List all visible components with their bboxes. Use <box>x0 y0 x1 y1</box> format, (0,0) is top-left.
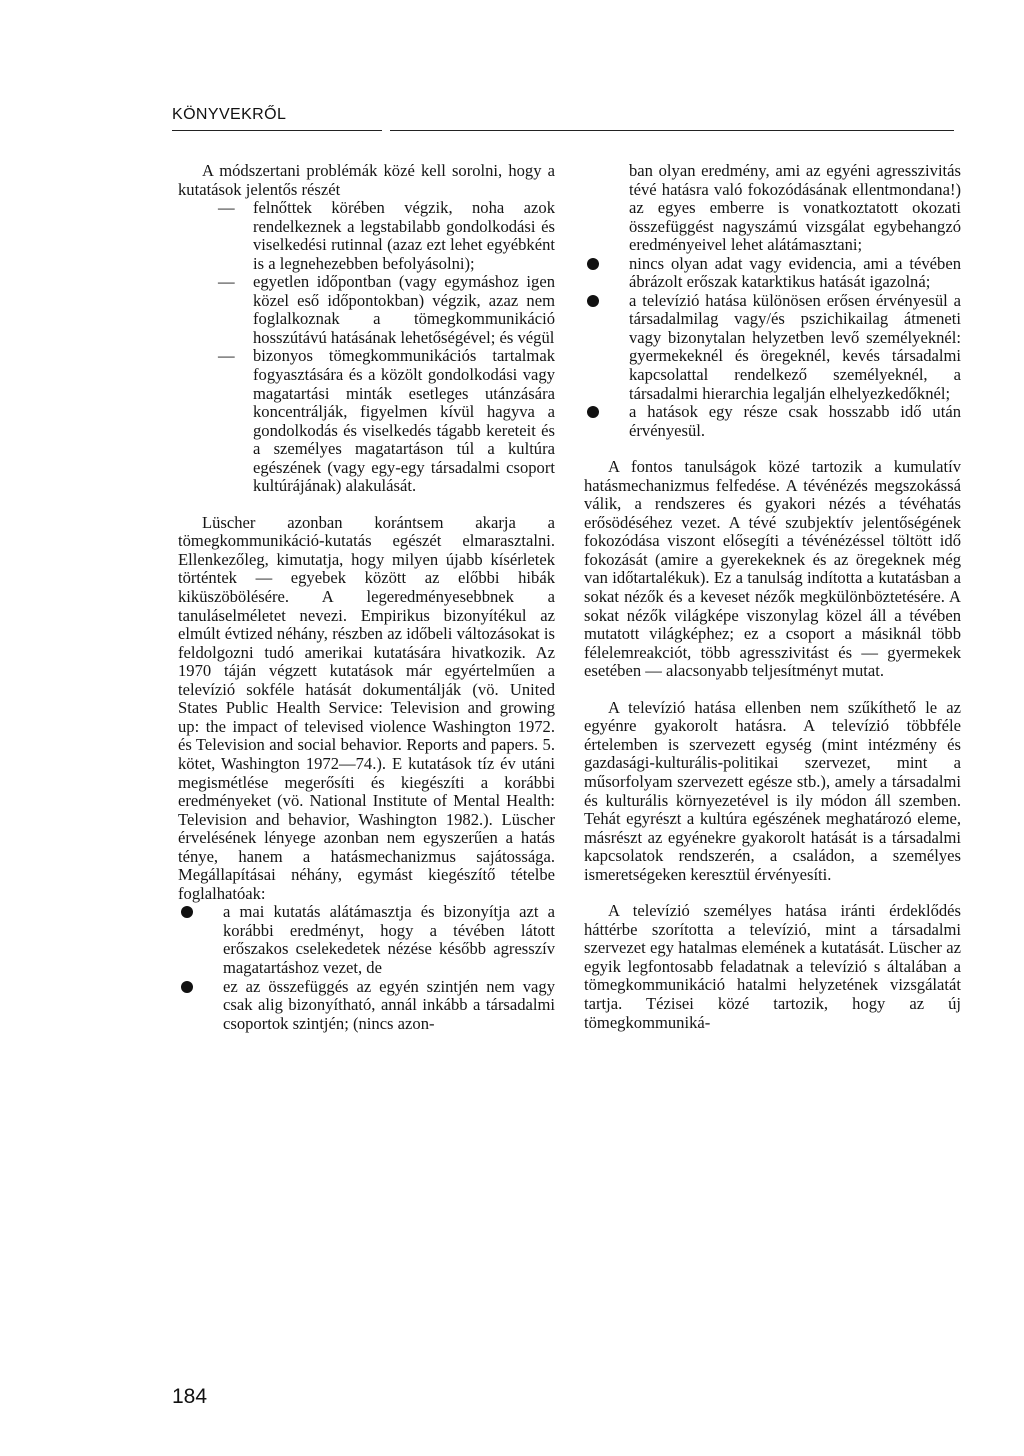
bullet-dot-icon <box>587 258 599 270</box>
dash-marker: — <box>218 272 235 292</box>
dash-list-item <box>178 273 555 347</box>
bullet-list-item <box>178 978 555 1034</box>
bullet-dot-icon <box>181 906 193 918</box>
bullet-dot-icon <box>181 981 193 993</box>
bullet-list-item <box>584 255 961 292</box>
dash-item-text: egyetlen időpontban (vagy egymáshoz igen közel eső időpontokban) végzik, azaz nem foglalkoznak a tömegkommunikáció hosszútávú hatásának lehetőségével; és végül <box>253 272 555 347</box>
bullet-item-text: a hatások egy része csak hosszabb idő után érvényesül. <box>629 402 961 440</box>
bullet-dot-icon <box>587 295 599 307</box>
intro-paragraph: A módszertani problémák közé kell sorolni, hogy a kutatások jelentős részét <box>178 161 555 199</box>
bullet-item-text: ez az összefüggés az egyén szintjén nem vagy csak alig bizonyítható, annál inkább a társadalmi csoportok szintjén; (nincs azon- <box>223 976 555 1033</box>
bullet-list-item <box>584 292 961 403</box>
body-paragraph: A fontos tanulságok közé tartozik a kumulatív hatásmechanizmus felfedése. A tévénézés megszokássá válik, a rendszeres és gyakori nézés a tévéhatás erősödéséhez vezet. A tévé szubjektív jelentőségének fokozódása viszont elősegíti a tévénézéssel töltött idő fokozását (amire a gyerekeknek és az öregeknek még van időtartalékuk). Ez a tanulság indította a kutatásban a sokat nézők és a keveset nézők megkülönböztetésére. A sokat nézők világképe viszonylag közel áll a tévében mutatott világképhez; ez a csoport a másiknál több félelemreakciót, több agresszivitást és — gyermekek esetében — alacsonyabb teljesítményt mutat. <box>584 457 961 681</box>
right-column <box>584 162 961 1032</box>
header-rule-right <box>390 130 954 131</box>
dash-marker: — <box>218 346 235 366</box>
body-paragraph: A televízió személyes hatása iránti érdeklődés háttérbe szorította a televízió, mint a társadalmi szervezet egy hatalmas elemének a kutatását. Lüscher az egyik legfontosabb feladatnak a televízió s általában a tömegkommunikáció hatalmi helyzetének vizsgálatát tartja. Tézisei közé tartozik, hogy az új tömegkommuniká- <box>584 901 961 1032</box>
page-number: 184 <box>172 1385 208 1408</box>
body-paragraph: A televízió hatása ellenben nem szűkíthető le az egyénre gyakorolt hatásra. A televízió többféle értelemben is szervezett egység (mint intézmény és gazdasági-kulturális-politikai szervezet, mint a műsorfolyam szervezett egésze stb.), amely a társadalmi és kulturális környezetével is ily módon áll szemben. Tehát egyrészt a kultúra egészének meghatározó eleme, másrészt az egyénekre gyakorolt hatását is a társadalmi kapcsolatok rendszerén, a családon, a személyes ismeretségeken keresztül érvényesíti. <box>584 697 961 884</box>
bullet-continuation: ban olyan eredmény, ami az egyéni agresszivitás tévé hatásra való fokozódásának ellentmondana!) az egyes emberre is vonatkoztatott okozati összefüggést nagyszámú vizsgálat egybehangzó eredményeivel lehet alátámasztani; <box>629 161 961 255</box>
dash-item-text: felnőttek körében végzik, noha azok rendelkeznek a legstabilabb gondolkodási és viselkedési rutinnal (azaz ezt lehet egyébként is a legnehezebben befolyásolni); <box>253 198 555 273</box>
dash-marker: — <box>218 198 235 218</box>
left-column <box>178 162 555 1033</box>
bullet-list-item <box>584 403 961 440</box>
bullet-list-item <box>178 903 555 977</box>
bullet-item-text: a televízió hatása különösen erősen érvényesül a társadalmilag vagy/és pszichikailag átmeneti vagy bizonytalan helyzetben levő személyeknél: gyermekeknél és öregeknél, kevés társadalmi kapcsolattal rendelkező személyeknél, a társadalmi hierarchia legalján elhelyezkedőknél; <box>629 290 961 403</box>
dash-list-item <box>178 199 555 273</box>
dash-item-text: bizonyos tömegkommunikációs tartalmak fogyasztására és a közölt gondolkodási vagy magatartási minták esetleges utánzására koncentrálják, figyelmen kívül hagyva a gondolkodás és viselkedés tágabb kereteit és a személyes magatartáson túl a kultúra egészének (vagy egy-egy társadalmi csoport kultúrájának) alakulását. <box>253 346 555 496</box>
body-paragraph: Lüscher azonban korántsem akarja a tömegkommunikáció-kutatás egészét elmarasztalni. Ellenkezőleg, kimutatja, hogy milyen újabb kísérletek történtek — egyebek között az előbbi hibák kiküszöbölésére. A legeredményesebbnek a tanuláselméletet nevezi. Empirikus bizonyítékul az elmúlt évtized néhány, részben az időbeli változásokat is feldolgozni tudó amerikai kutatására hivatkozik. Az 1970 táján végzett kutatások már egyértelműen a televízió sokféle hatását dokumentálják (vö. United States Public Health Service: Television and growing up: the impact of televised violence Washington 1972. és Television and social behavior. Reports and papers. 5. kötet, Washington 1972—74.). E kutatások tíz év utáni megismétlése megerősíti és kiegészíti a korábbi eredményeket (vö. National Institute of Mental Health: Television and behavior, Washington 1982.). Lüscher érvelésének lényege azonban nem egyszerűen a hatás ténye, hanem a hatásmechanizmus sajátossága. Megállapításai néhány, egymást kiegészítő tételbe foglalhatóak: <box>178 512 555 903</box>
running-header: KÖNYVEKRŐL <box>172 106 287 123</box>
bullet-item-text: a mai kutatás alátámasztja és bizonyítja azt a korábbi eredményt, hogy a tévében látott erőszakos cselekedetek nézése később agresszív magatartáshoz vezet, de <box>223 902 555 977</box>
dash-list-item <box>178 347 555 495</box>
bullet-dot-icon <box>587 406 599 418</box>
header-rule-left <box>172 130 382 131</box>
bullet-item-text: nincs olyan adat vagy evidencia, ami a tévében ábrázolt erőszak katarktikus hatását igazolná; <box>629 253 961 292</box>
